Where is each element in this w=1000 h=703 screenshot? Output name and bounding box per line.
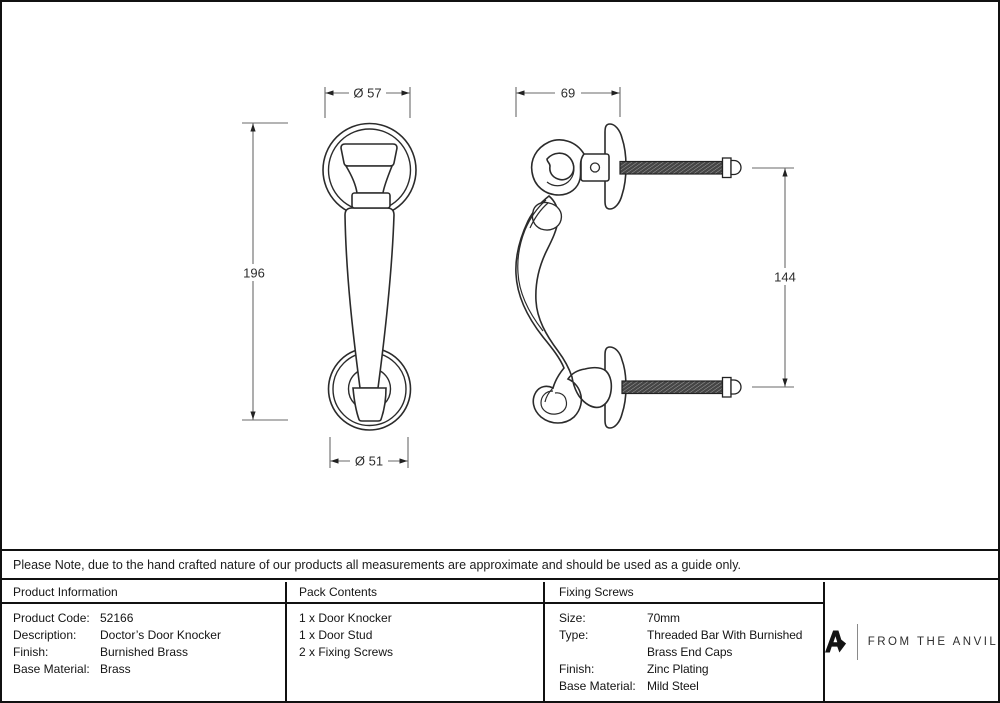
dim-diameter-bottom (330, 437, 408, 469)
disclaimer-text: Please Note, due to the hand crafted nature of our products all measurements are approximate and should be used as a guide only. (13, 557, 742, 572)
logo-divider (857, 624, 858, 660)
drawing-svg (2, 2, 998, 549)
product-information-header: Product Information (2, 582, 285, 604)
product-information-cell (2, 582, 285, 701)
pack-contents-cell (285, 582, 543, 701)
top-fixing-screw (620, 158, 741, 178)
table-row: Description: Doctor’s Door Knocker (13, 628, 221, 642)
list-item: 1 x Door Knocker (299, 611, 392, 625)
side-view (516, 124, 741, 428)
dim-height (239, 123, 288, 420)
svg-text:Ø 51: Ø 51 (354, 453, 384, 469)
brand-name: FROM THE ANVIL (867, 635, 999, 648)
dim-fixing-centres (752, 168, 801, 387)
bottom-fixing-screw (622, 378, 741, 398)
table-row: Finish: Zinc Plating (559, 662, 709, 676)
table-row: Finish: Burnished Brass (13, 645, 189, 659)
spec-table (2, 582, 998, 701)
dim-depth (516, 85, 620, 117)
anvil-a-icon (825, 630, 848, 654)
table-row: Product Code: 52166 (13, 611, 134, 625)
fixing-screws-cell (543, 582, 823, 701)
svg-text:196: 196 (243, 265, 265, 281)
svg-text:69: 69 (560, 85, 576, 101)
list-item: 2 x Fixing Screws (299, 645, 394, 659)
disclaimer-note (2, 549, 998, 580)
technical-drawing (2, 2, 998, 549)
from-the-anvil-logo (825, 624, 999, 660)
list-item: 1 x Door Stud (299, 628, 373, 642)
svg-text:144: 144 (774, 269, 796, 285)
table-row: Base Material: Mild Steel (559, 679, 699, 693)
pack-contents-header: Pack Contents (287, 582, 543, 604)
table-row: Type: Threaded Bar With Burnished Brass End Caps (559, 628, 803, 659)
table-row: Base Material: Brass (13, 662, 131, 676)
front-view (323, 124, 416, 431)
table-row: Size: 70mm (559, 611, 680, 625)
dim-diameter-top (325, 85, 410, 118)
svg-text:Ø 57: Ø 57 (353, 85, 382, 101)
brand-cell (823, 582, 998, 701)
fixing-screws-header: Fixing Screws (545, 582, 823, 604)
